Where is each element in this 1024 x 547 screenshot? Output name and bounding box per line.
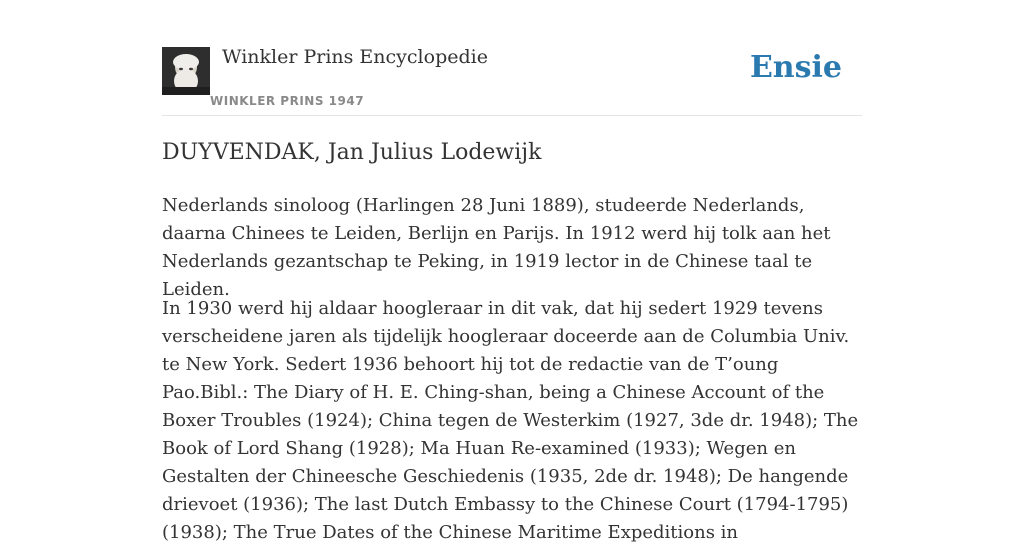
site-header (162, 0, 862, 116)
article-paragraph-1: Nederlands sinoloog (Harlingen 28 Juni 1889), studeerde Nederlands, daarna Chinees te Leiden, Berlijn en Parijs. In 1912 werd hij tolk aan het Nederlands gezantschap te Peking, in 1919 lector in de Chinese taal te Leiden. (162, 195, 831, 300)
site-subtitle[interactable]: WINKLER PRINS 1947 (210, 94, 365, 108)
brand-logo[interactable]: Ensie (749, 50, 842, 85)
article-title: DUYVENDAK, Jan Julius Lodewijk (162, 140, 542, 165)
portrait-photo-icon (162, 47, 210, 95)
avatar[interactable] (162, 47, 210, 95)
article-container (162, 0, 862, 543)
article-paragraph-2: In 1930 werd hij aldaar hoogleraar in dit vak, dat hij sedert 1929 tevens verscheidene jaren als tijdelijk hoogleraar doceerde aan de Columbia Univ. te New York. Sedert 1936 behoort hij tot de redactie van de T’oung Pao.Bibl.: The Diary of H. E. Ching-shan, being a Chinese Account of the Boxer Troubles (1924); China tegen de Westerkim (1927, 3de dr. 1948); The Book of Lord Shang (1928); Ma Huan Re-examined (1933); Wegen en Gestalten der Chineesche Geschiedenis (1935, 2de dr. 1948); De hangende drievoet (1936); The last Dutch Embassy to the Chinese Court (1794-1795) (1938); The True Dates of the Chinese Maritime Expeditions in (162, 298, 859, 543)
site-title[interactable]: Winkler Prins Encyclopedie (222, 46, 488, 68)
